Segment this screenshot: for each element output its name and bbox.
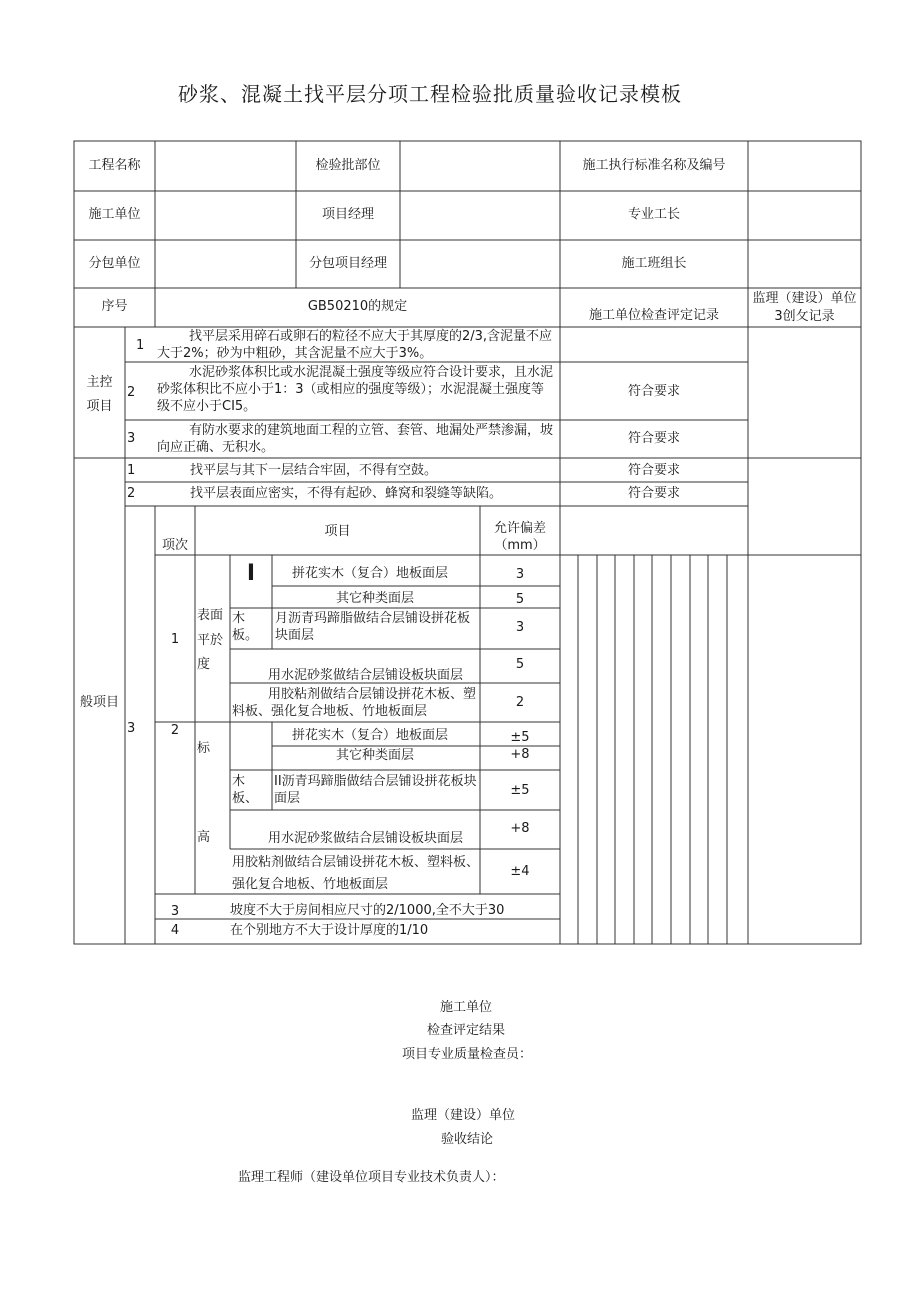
elevation-wood-label: 木板、 <box>232 774 259 806</box>
elevation-row-value: +8 <box>510 747 530 762</box>
subcontractor-label: 分包单位 <box>88 256 141 271</box>
flatness-row-value: 2 <box>515 695 525 710</box>
project-manager-label: 项目经理 <box>321 207 374 222</box>
slope-text: 坡度不大于房间相应尺寸的2/1000,全不大于30 <box>230 903 505 918</box>
elevation-label: 标 <box>197 741 211 756</box>
flatness-row-text: 拼花实木（复合）地板面层 <box>292 566 449 581</box>
flatness-no: 1 <box>170 632 180 647</box>
elevation-row-value: ±5 <box>510 783 530 798</box>
elevation-label-2: 高 <box>197 830 211 845</box>
main-item-text: 有防水要求的建筑地面工程的立管、套管、地漏处严禁渗漏，坡向应正确、无积水。 <box>157 423 554 455</box>
footer-conclusion: 验收结论 <box>441 1132 494 1147</box>
elevation-row-text: 用水泥砂浆做结合层铺设板块面层 <box>268 831 464 846</box>
flatness-label-2: 平於 <box>197 633 224 648</box>
elevation-row-value: ±5 <box>510 730 530 745</box>
elevation-row-text: 用胶粘剂做结合层铺设拼花木板、塑料板、强化复合地板、竹地板面层 <box>232 855 480 892</box>
sub-project-manager-label: 分包项目经理 <box>308 256 387 271</box>
general-item-text: 找平层表面应密实，不得有起砂、蜂窝和裂缝等缺陷。 <box>190 486 503 501</box>
footer-supervision-unit: 监理（建设）单位 <box>411 1108 516 1123</box>
supervision-header: 监理（建设）单位 <box>752 291 857 306</box>
flatness-row-value: 5 <box>515 592 525 607</box>
thickness-no: 4 <box>170 923 180 938</box>
flatness-label: 表面 <box>197 608 224 623</box>
main-control-label: 主控 <box>86 375 113 390</box>
flatness-row-text: 用水泥砂浆做结合层铺设板块面层 <box>268 668 464 683</box>
general-item-no: 1 <box>127 463 136 478</box>
elevation-row-value: +8 <box>510 821 530 836</box>
index-header: 项次 <box>161 538 188 553</box>
slope-no: 3 <box>170 904 180 919</box>
construction-check-header: 施工单位检查评定记录 <box>588 308 719 323</box>
inspection-part-label: 检验批部位 <box>315 158 381 173</box>
flatness-wood-label: 木板。 <box>232 611 259 643</box>
main-item-result: 符合要求 <box>627 431 680 446</box>
item-header: 项目 <box>324 524 351 539</box>
seq-header: 序号 <box>101 299 128 314</box>
general-item-text: 找平层与其下一层结合牢固，不得有空鼓。 <box>190 463 438 478</box>
elevation-row-text: II沥青玛蹄脂做结合层铺设拼花板块面层 <box>274 774 477 806</box>
flatness-row-text: 月沥青玛蹄脂做结合层铺设拼花板块面层 <box>275 611 471 643</box>
foreman-label: 专业工长 <box>627 207 680 222</box>
flatness-row-value: 5 <box>515 657 525 672</box>
main-control-label-2: 项目 <box>86 399 113 414</box>
construction-unit-label: 施工单位 <box>88 207 141 222</box>
main-item-no: 3 <box>127 431 136 446</box>
flatness-row-value: 3 <box>515 567 525 582</box>
allow-header: 允许偏差 <box>493 521 546 536</box>
main-item-text: 水泥砂浆体积比或水泥混凝土强度等级应符合设计要求，且水泥砂浆体积比不应小于1：3（或相应的强度等级）；水泥混凝土强度等级不应小于CI5。 <box>157 365 554 414</box>
flatness-row-text: 用胶粘剂做结合层铺设拼花木板、塑料板、强化复合地板、竹地板面层 <box>232 687 477 719</box>
general-item-result: 符合要求 <box>627 486 680 501</box>
team-leader-label: 施工班组长 <box>621 256 687 271</box>
allow-header-unit: （mm） <box>494 538 546 553</box>
project-name-label: 工程名称 <box>88 158 141 173</box>
flatness-row-value: 3 <box>515 620 525 635</box>
main-item-text: 找平层采用碎石或卵石的粒径不应大于其厚度的2/3,含泥量不应大于2%；砂为中粗砂，其含泥量不应大于3%。 <box>157 329 553 361</box>
footer-unit: 施工单位 <box>440 1000 493 1015</box>
elevation-row-text: 其它种类面层 <box>336 748 415 763</box>
flatness-row-text: 其它种类面层 <box>336 591 415 606</box>
general-item-result: 符合要求 <box>627 463 680 478</box>
general-label: 般项目 <box>79 695 119 710</box>
main-item-result: 符合要求 <box>627 384 680 399</box>
general-item-no: 2 <box>127 486 136 501</box>
elevation-no: 2 <box>170 723 180 738</box>
standard-header: GB50210的规定 <box>307 299 408 314</box>
thickness-text: 在个别地方不大于设计厚度的1/10 <box>230 923 429 938</box>
elevation-row-value: ±4 <box>510 864 530 879</box>
supervision-header-2: 3创攵记录 <box>774 309 835 324</box>
main-item-no: 1 <box>136 338 145 353</box>
standard-name-label: 施工执行标准名称及编号 <box>582 158 726 173</box>
flatness-label-3: 度 <box>197 657 211 672</box>
footer-result: 检查评定结果 <box>427 1023 506 1038</box>
flatness-mark: I <box>246 561 256 586</box>
page-title: 砂浆、混凝土找平层分项工程检验批质量验收记录模板 <box>178 82 682 106</box>
footer-engineer: 监理工程师（建设单位项目专业技术负责人）： <box>238 1170 505 1185</box>
general-item-no: 3 <box>127 721 136 736</box>
footer-inspector: 项目专业质量检查员： <box>402 1047 533 1062</box>
main-item-no: 2 <box>127 385 136 400</box>
elevation-row-text: 拼花实木（复合）地板面层 <box>292 728 449 743</box>
